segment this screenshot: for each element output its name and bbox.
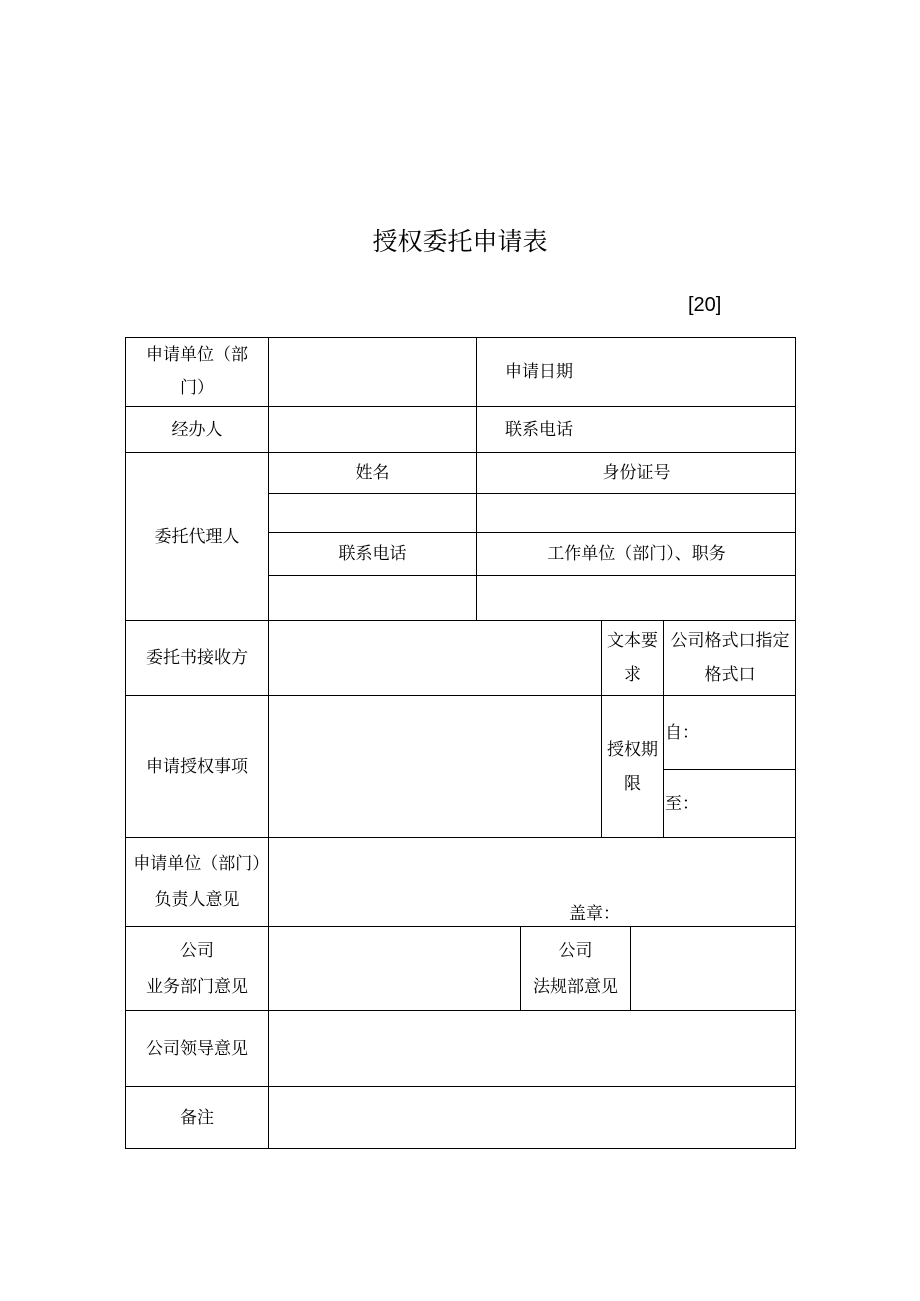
handler-field[interactable] [269,407,476,452]
applicant-unit-field[interactable] [269,338,476,406]
applicant-unit-label: 申请单位（部门） [146,345,248,398]
apply-date-label: 申请日期 [505,362,573,382]
matters-label: 申请授权事项 [146,756,248,777]
remarks-label: 备注 [180,1108,214,1128]
agent-work-label: 工作单位（部门）、职务 [547,544,726,564]
text-requirement-options[interactable]: 公司格式口指定格式口 [670,631,790,685]
leader-opinion-label: 公司领导意见 [146,1038,248,1059]
recipient-label: 委托书接收方 [146,648,248,668]
period-from-field[interactable]: 自： [665,722,699,743]
unit-head-opinion-label: 申请单位（部门）负责人意见 [133,854,261,910]
legal-dept-opinion-field[interactable] [631,927,796,1010]
agent-id-field[interactable] [477,494,796,532]
authorization-form-table [125,337,796,1149]
agent-id-label: 身份证号 [602,463,671,483]
contact-phone-label: 联系电话 [505,419,573,440]
legal-dept-opinion-label: 公司 法规部意见 [533,940,618,997]
handler-label: 经办人 [171,419,223,440]
recipient-field[interactable] [269,621,601,695]
agent-label: 委托代理人 [154,526,240,547]
seal-label: 盖章： [569,904,620,924]
agent-phone-field[interactable] [269,576,476,620]
matters-field[interactable] [269,696,601,837]
document-number: [20] [688,294,722,316]
agent-phone-label: 联系电话 [338,544,407,564]
authorization-period-label: 授权期限 [607,739,658,794]
period-to-field[interactable]: 至： [665,793,699,814]
business-dept-opinion-field[interactable] [269,927,520,1010]
agent-work-field[interactable] [477,576,796,620]
unit-head-opinion-field[interactable] [269,838,796,926]
leader-opinion-field[interactable] [269,1011,796,1086]
agent-name-field[interactable] [269,494,476,532]
page-title: 授权委托申请表 [372,227,548,256]
business-dept-opinion-label: 公司 业务部门意见 [146,940,248,997]
text-requirement-label: 文本要求 [607,631,658,685]
remarks-field[interactable] [269,1087,796,1149]
agent-name-label: 姓名 [355,463,390,483]
